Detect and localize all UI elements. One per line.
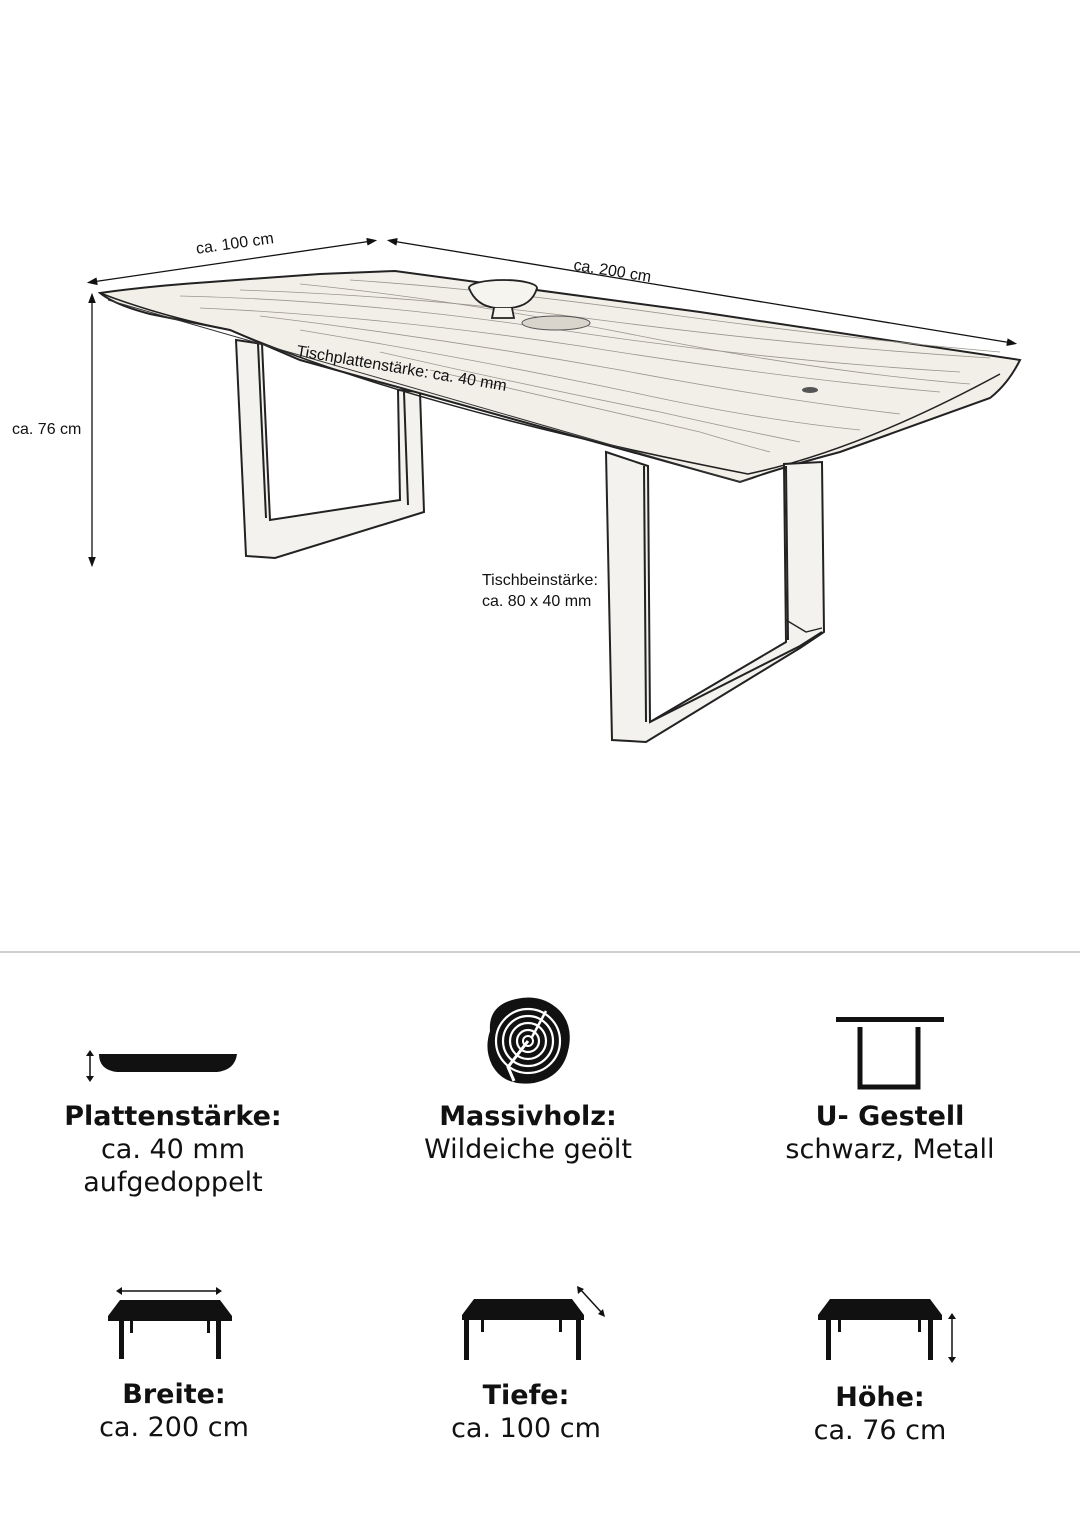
feature-u-frame <box>710 1015 1070 1166</box>
length-label: ca. 200 cm <box>572 257 653 287</box>
width-label: ca. 100 cm <box>195 230 275 258</box>
wood-rings-icon <box>348 995 708 1100</box>
feature-title: Höhe: <box>835 1382 925 1413</box>
feature-depth <box>346 1283 706 1445</box>
u-frame-icon <box>710 1015 1070 1100</box>
feature-width <box>0 1282 354 1444</box>
feature-line: ca. 40 mm <box>100 1134 246 1165</box>
feature-line: ca. 100 cm <box>451 1413 601 1444</box>
section-divider <box>0 951 1080 953</box>
front-leg <box>606 452 824 742</box>
leg-thickness-label-2: ca. 80 x 40 mm <box>482 593 592 610</box>
feature-line: ca. 76 cm <box>813 1415 947 1446</box>
feature-title: Plattenstärke: <box>64 1101 282 1132</box>
feature-title: U- Gestell <box>815 1101 965 1132</box>
feature-title: Tiefe: <box>482 1380 570 1411</box>
feature-plate-thickness <box>0 1020 353 1199</box>
leg-thickness-label-1: Tischbeinstärke: <box>482 572 598 589</box>
feature-height <box>700 1285 1060 1447</box>
plate-thickness-icon <box>0 1020 353 1100</box>
feature-title: Breite: <box>122 1379 226 1410</box>
feature-title: Massivholz: <box>439 1101 617 1132</box>
feature-line: aufgedoppelt <box>83 1167 263 1198</box>
height-label: ca. 76 cm <box>12 421 82 438</box>
feature-line: schwarz, Metall <box>785 1134 995 1165</box>
table-width-icon <box>0 1282 354 1378</box>
top-thickness-label: Tischplattenstärke: ca. 40 mm <box>295 343 508 395</box>
feature-line: Wildeiche geölt <box>424 1134 632 1165</box>
feature-line: ca. 200 cm <box>99 1412 249 1443</box>
table-depth-icon <box>346 1283 706 1379</box>
feature-solid-wood <box>348 995 708 1166</box>
table-height-icon <box>700 1285 1060 1381</box>
